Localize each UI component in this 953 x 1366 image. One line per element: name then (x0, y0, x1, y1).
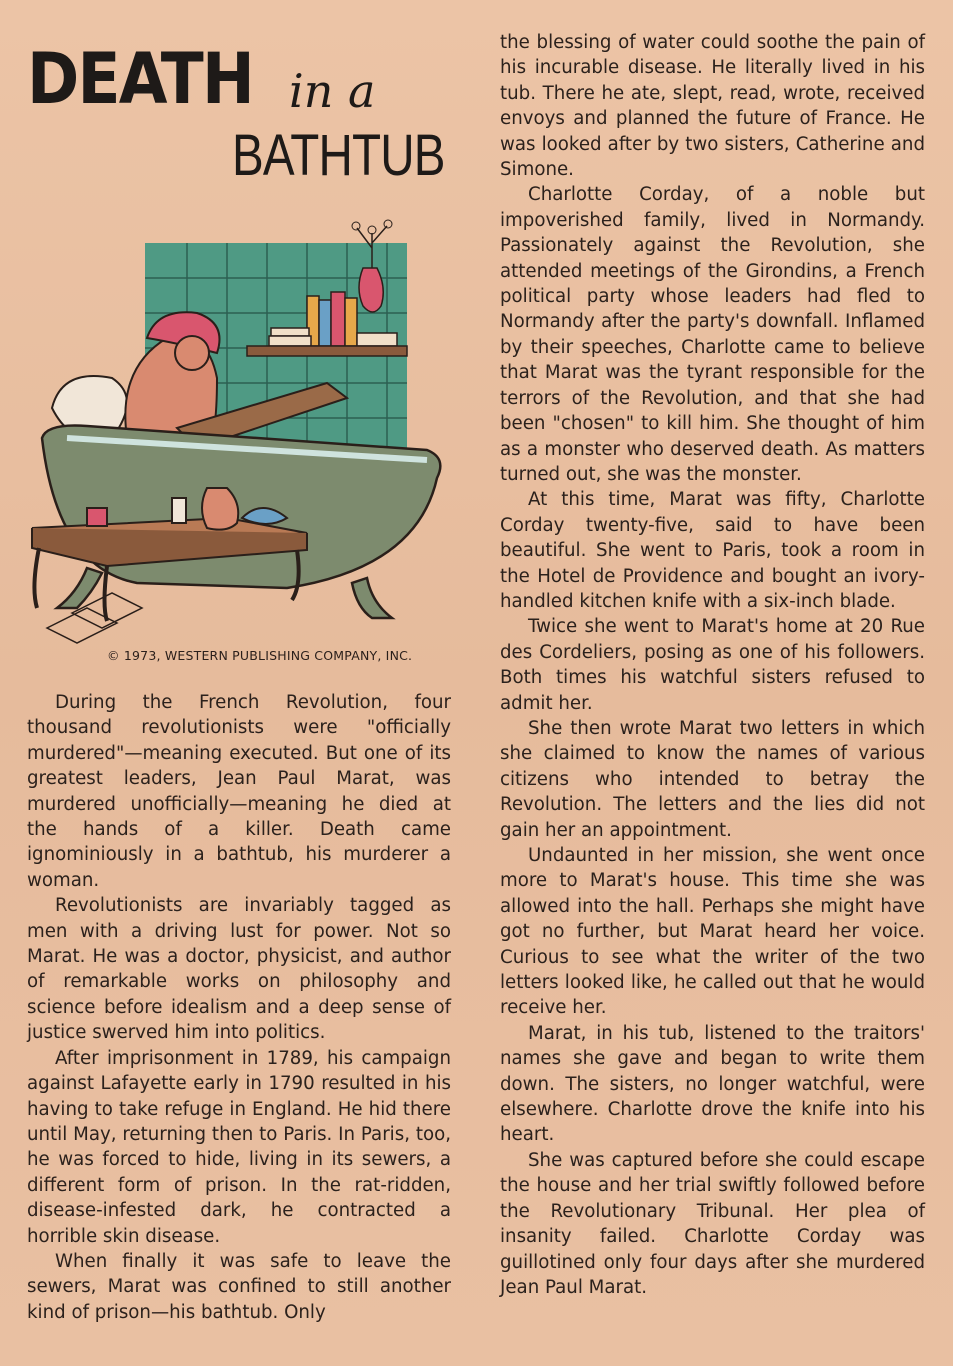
copyright-credit: © 1973, WESTERN PUBLISHING COMPANY, INC. (107, 648, 413, 663)
paragraph: Charlotte Corday, of a noble but impoverished family, lived in Normandy. Passionately against the Revolution, she attended meetings of the Girondins, a French political party whose leaders had fled to Normandy after the party's downfall. Inflamed by their speeches, Charlotte came to believe that Marat was the tyrant responsible for the terrors of the Revolution, and that she had been "chosen" to kill him. She thought of him as a monster who deserved death. As matters turned out, she was the monster. (500, 184, 925, 485)
title-death: DEATH (27, 38, 253, 120)
left-column (27, 28, 457, 1323)
paragraph: After imprisonment in 1789, his campaign against Lafayette early in 1790 resulted in his having to take refuge in England. He hid there until May, returning then to Paris. In Paris, too, he was forced to hide, living in its sewers, a different form of prison. In the rat-ridden, disease-infested dark, he contracted a horrible skin disease. (27, 1047, 451, 1247)
paragraph: At this time, Marat was fifty, Charlotte Corday twenty-five, said to have been beautiful. She went to Paris, took a room in the Hotel de Providence and bought an ivory-handled kitchen knife with a six-inch blade. (500, 489, 925, 612)
papers-on-floor (47, 593, 142, 643)
paragraph: She then wrote Marat two letters in which she claimed to know the names of various citizens who intended to betray the Revolution. The letters and the lies did not gain her an appointment. (500, 717, 925, 841)
left-text (27, 690, 451, 1325)
paragraph: Marat, in his tub, listened to the traitors' names she gave and began to write them down. The sisters, no longer watchful, were elsewhere. Charlotte drove the knife into his heart. (500, 1022, 925, 1146)
paragraph: Twice she went to Marat's home at 20 Rue des Cordeliers, posing as one of his followers. Both times his watchful sisters refused to admit her. (500, 616, 925, 714)
paragraph: When finally it was safe to leave the sewers, Marat was confined to still another kind of prison—his bathtub. Only (27, 1250, 451, 1323)
paragraph: During the French Revolution, four thousand revolutionists were "officially murdered"—meaning executed. But one of its greatest leaders, Jean Paul Marat, was murdered unofficially—meaning he died at the hands of a killer. Death came ignominiously in a bathtub, his murderer a woman. (27, 692, 451, 891)
paragraph: She was captured before she could escape the house and her trial swiftly followed before the Revolutionary Tribunal. Her plea of insanity failed. Charlotte Corday was guillotined only four days after she murdered Jean Paul Marat. (500, 1149, 925, 1298)
right-column (500, 30, 925, 1300)
paragraph: Revolutionists are invariably tagged as men with a driving lust for power. Not so Marat. He was a doctor, physicist, and author of remarkable works on philosophy and science before idealism and a deep sense of justice swerved him into politics. (27, 895, 451, 1044)
title-in-a: in a (289, 64, 376, 118)
wall-shelf (247, 346, 407, 356)
marat-bathtub-illustration (27, 188, 457, 658)
paragraph: the blessing of water could soothe the pain of his incurable disease. He literally lived in his tub. There he ate, slept, read, wrote, received envoys and planned the future of France. He was looked after by two sisters, Catherine and Simone. (500, 32, 925, 181)
article-title (27, 28, 457, 188)
title-bathtub: BATHTUB (232, 123, 445, 188)
paragraph: Undaunted in her mission, she went once more to Marat's house. This time she was allowed into the hall. Perhaps she might have got no further, but Marat heard her voice. Curious to see what the writer of the two letters looked like, he called out that he would receive her. (500, 845, 925, 1019)
